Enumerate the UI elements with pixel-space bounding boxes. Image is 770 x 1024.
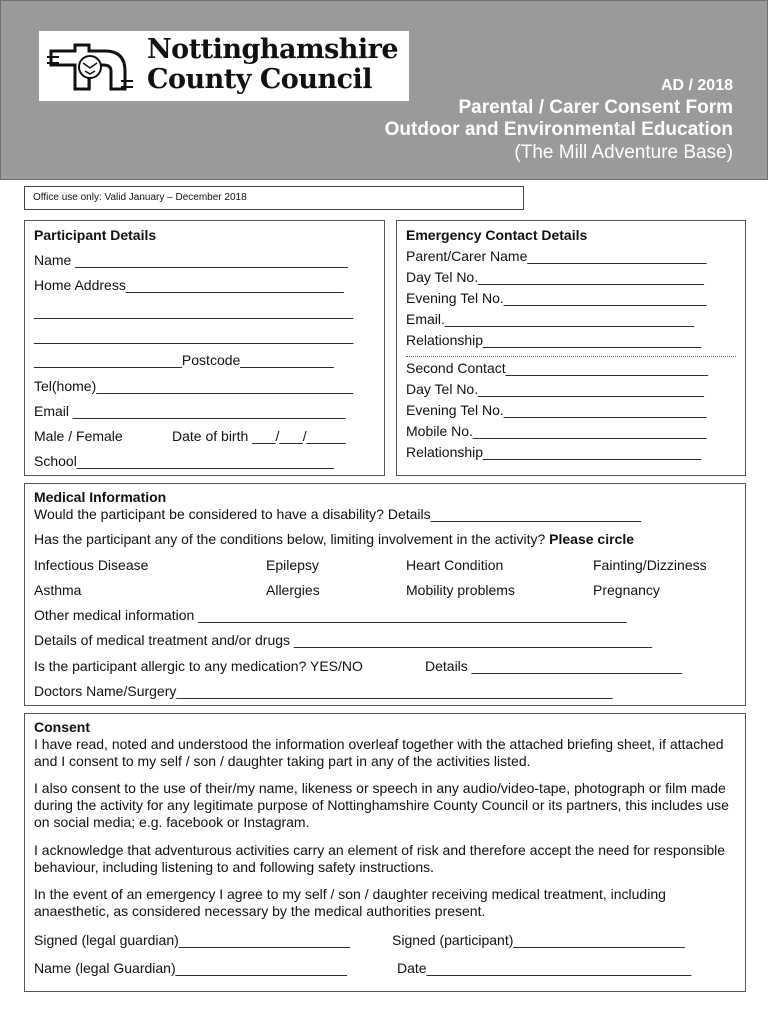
signed-participant-field[interactable]: Signed (participant)______________________ xyxy=(392,932,685,948)
medical-information-section xyxy=(24,483,746,706)
home-address-field[interactable]: Home Address____________________________ xyxy=(34,277,344,293)
org-name-line1: Nottinghamshire xyxy=(147,34,399,65)
address-line-3[interactable]: _________________________________________ xyxy=(34,328,354,344)
consent-paragraph-1: I have read, noted and understood the information overleaf together with the attached briefing sheet, if attached and I consent to my self / son / daughter taking part in any of the activities listed. xyxy=(34,736,724,769)
day-tel-2-field[interactable]: Day Tel No._____________________________ xyxy=(406,381,704,397)
condition-asthma[interactable]: Asthma xyxy=(34,582,82,598)
consent-paragraph-3: I acknowledge that adventurous activities carry an element of risk and therefore accept the need for responsible behaviour, including listening to and following safety instructions. xyxy=(34,842,726,875)
name-field[interactable]: Name ___________________________________ xyxy=(34,252,348,268)
condition-epilepsy[interactable]: Epilepsy xyxy=(266,557,319,573)
condition-pregnancy[interactable]: Pregnancy xyxy=(593,582,660,598)
form-reference: AD / 2018 xyxy=(660,77,733,94)
conditions-question-text: Has the participant any of the conditions below, limiting involvement in the activity? xyxy=(34,531,550,547)
form-subtitle: Outdoor and Environmental Education xyxy=(384,119,733,140)
evening-tel-2-field[interactable]: Evening Tel No.__________________________ xyxy=(406,402,707,418)
day-tel-field[interactable]: Day Tel No._____________________________ xyxy=(406,269,704,285)
condition-fainting[interactable]: Fainting/Dizziness xyxy=(593,557,707,573)
please-circle-instruction: Please circle xyxy=(549,531,635,547)
office-use-box: Office use only: Valid January – December 2018 xyxy=(24,186,524,210)
medical-treatment-field[interactable]: Details of medical treatment and/or drugs ______________________________________________ xyxy=(34,632,653,648)
participant-details-section xyxy=(24,220,385,476)
relationship-field[interactable]: Relationship____________________________ xyxy=(406,332,702,348)
form-venue: (The Mill Adventure Base) xyxy=(514,142,733,163)
second-contact-field[interactable]: Second Contact__________________________ xyxy=(406,360,709,376)
mobile-field[interactable]: Mobile No.______________________________ xyxy=(406,423,707,439)
relationship-2-field[interactable]: Relationship____________________________ xyxy=(406,444,702,460)
name-guardian-field[interactable]: Name (legal Guardian)______________________ xyxy=(34,960,347,976)
condition-heart[interactable]: Heart Condition xyxy=(406,557,504,573)
condition-mobility[interactable]: Mobility problems xyxy=(406,582,515,598)
doctor-surgery-field[interactable]: Doctors Name/Surgery________________________________________________________ xyxy=(34,683,613,699)
other-medical-field[interactable]: Other medical information _______________________________________________________ xyxy=(34,607,627,623)
emergency-email-field[interactable]: Email.________________________________ xyxy=(406,311,695,327)
council-crest-icon xyxy=(45,37,135,95)
allergic-question[interactable]: Is the participant allergic to any medication? YES/NO xyxy=(34,658,363,674)
dotted-divider xyxy=(406,356,736,357)
address-line-2[interactable]: _________________________________________ xyxy=(34,303,354,319)
consent-paragraph-4: In the event of an emergency I agree to my self / son / daughter receiving medical treatment, including anaesthetic, as considered necessary by the medical authorities present. xyxy=(34,886,666,919)
allergic-details-field[interactable]: Details ___________________________ xyxy=(425,658,682,674)
emergency-heading: Emergency Contact Details xyxy=(406,227,588,243)
consent-paragraph-2: I also consent to the use of their/my name, likeness or speech in any audio/video-tape, photograph or film made during the activity for any legitimate purpose of Nottinghamshire County Council or its partners, this includes use on social media; e.g. facebook or Instagram. xyxy=(34,780,729,830)
email-field[interactable]: Email ___________________________________ xyxy=(34,403,346,419)
org-name-line2: County Council xyxy=(147,64,373,95)
condition-allergies[interactable]: Allergies xyxy=(266,582,320,598)
date-of-birth-field[interactable]: Date of birth ___/___/_____ xyxy=(172,428,346,444)
evening-tel-field[interactable]: Evening Tel No.__________________________ xyxy=(406,290,707,306)
school-field[interactable]: School_________________________________ xyxy=(34,453,334,469)
form-header xyxy=(0,0,768,180)
signed-guardian-field[interactable]: Signed (legal guardian)______________________ xyxy=(34,932,351,948)
participant-heading: Participant Details xyxy=(34,227,157,243)
disability-question[interactable]: Would the participant be considered to have a disability? Details___________________________ xyxy=(34,506,641,522)
consent-section xyxy=(24,713,746,992)
conditions-question xyxy=(34,531,634,547)
parent-carer-name-field[interactable]: Parent/Carer Name_______________________ xyxy=(406,248,707,264)
council-logo xyxy=(39,31,409,101)
gender-option[interactable]: Male / Female xyxy=(34,428,123,444)
emergency-contact-section xyxy=(396,220,746,476)
tel-home-field[interactable]: Tel(home)_________________________________ xyxy=(34,378,354,394)
consent-heading: Consent xyxy=(34,719,90,735)
medical-heading: Medical Information xyxy=(34,489,167,505)
condition-infectious-disease[interactable]: Infectious Disease xyxy=(34,557,149,573)
form-title: Parental / Carer Consent Form xyxy=(458,97,733,118)
postcode-field[interactable]: ___________________Postcode____________ xyxy=(34,352,334,368)
date-field[interactable]: Date__________________________________ xyxy=(397,960,692,976)
